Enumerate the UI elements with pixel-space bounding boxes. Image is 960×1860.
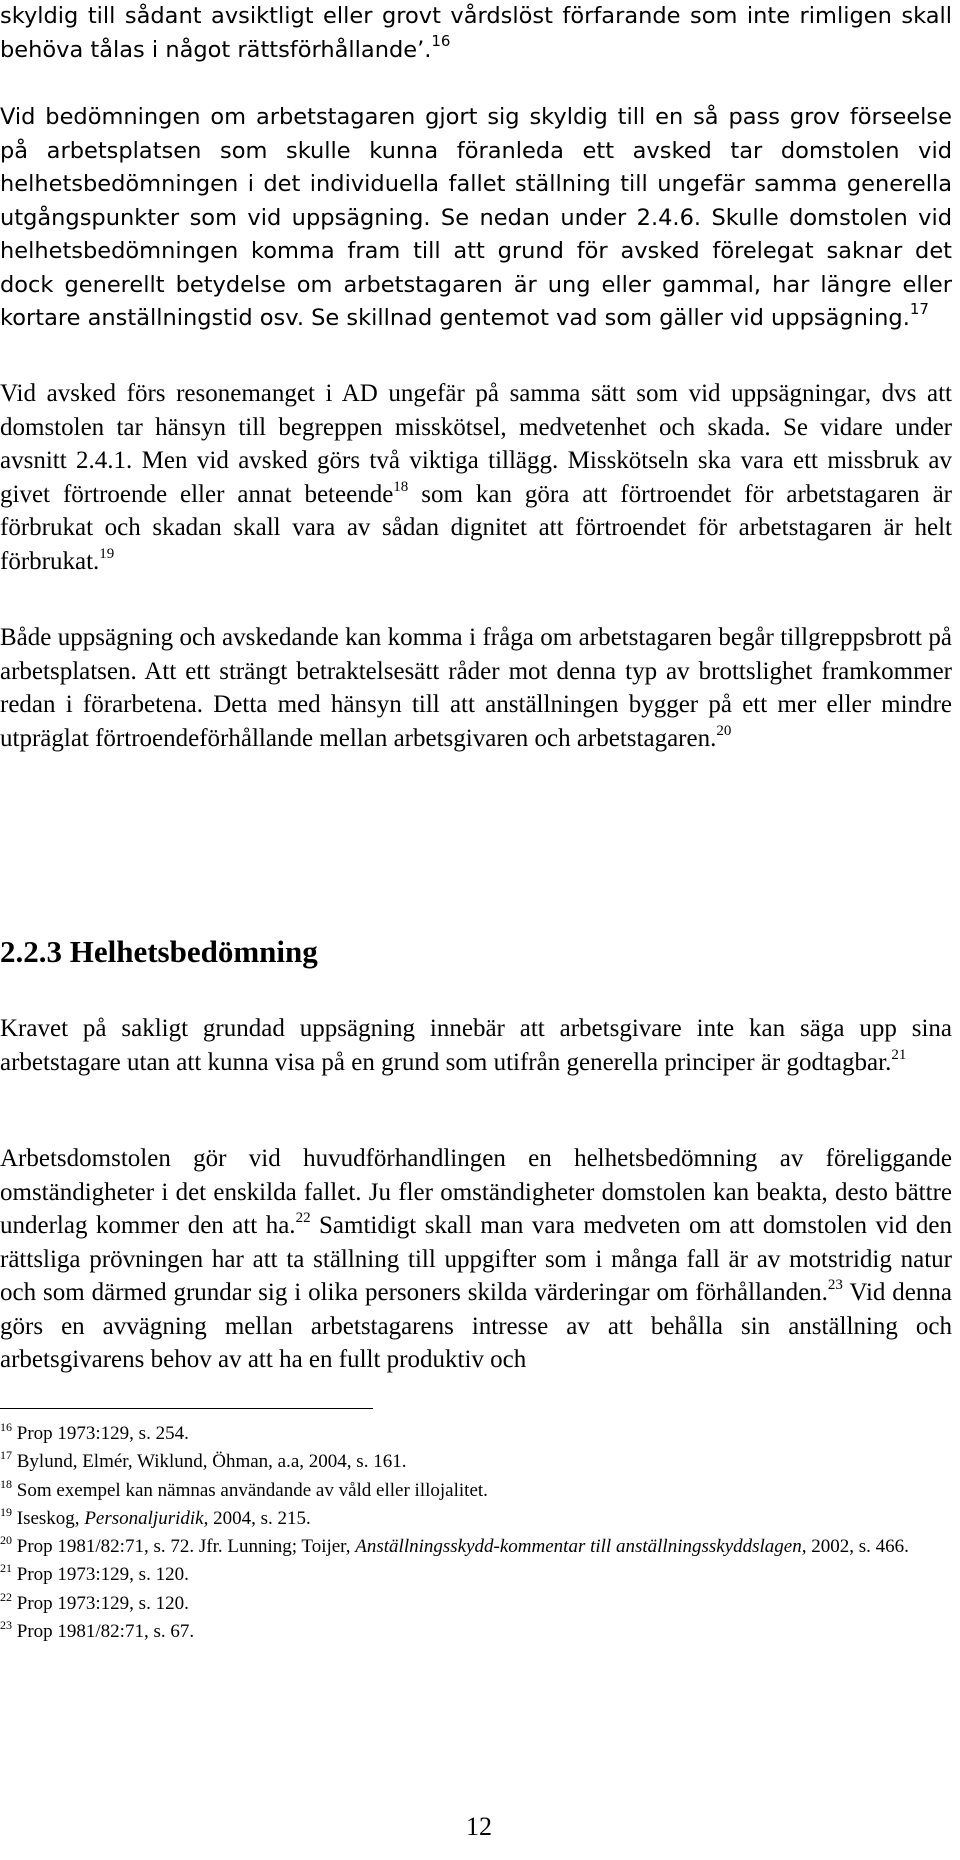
footnote-item	[0, 1505, 952, 1533]
footnote-text: Som exempel kan nämnas användande av våld eller illojalitet.	[16, 1479, 488, 1501]
footnote-title: Personaljuridik	[84, 1507, 204, 1529]
footnote-number: 17	[0, 1448, 12, 1463]
paragraph-avsked-resonemang	[0, 377, 952, 578]
footnote-ref: 21	[891, 1046, 907, 1063]
paragraph-text: Vid denna görs en avvägning mellan arbetstagarens intresse av att behålla sin anställning och arbetsgivarens behov av att ha en fullt produktiv och	[0, 1279, 952, 1373]
paragraph-sakligt-grundad	[0, 1012, 952, 1079]
paragraph-text: Arbetsdomstolen gör vid huvudförhandlingen en helhetsbedömning av föreliggande omständigheter i det enskilda fallet. Ju fler omständigheter domstolen kan beakta, desto bättre underlag kommer den att ha.	[0, 1145, 952, 1239]
footnote-ref: 16	[431, 31, 451, 50]
footnote-ref: 18	[393, 478, 409, 495]
footnote-text: , 2002, s. 466.	[801, 1536, 909, 1558]
page-number: 12	[466, 1812, 492, 1841]
footnote-divider	[0, 1408, 373, 1409]
footnote-text: Iseskog,	[16, 1507, 85, 1529]
paragraph-bedomning-avsked	[0, 101, 952, 336]
footnote-list	[0, 1420, 952, 1646]
footnote-item	[0, 1477, 952, 1505]
footnote-title: Anställningsskydd-kommentar till anställningsskyddslagen	[355, 1536, 802, 1558]
footnote-item	[0, 1420, 952, 1448]
footnote-number: 18	[0, 1476, 12, 1491]
footnote-number: 20	[0, 1533, 12, 1548]
paragraph-text: Både uppsägning och avskedande kan komma i fråga om arbetstagaren begår tillgreppsbrott på arbetsplatsen. Att ett strängt betraktelsesätt råder mot denna typ av brottslighet framkommer redan i förarbetena. Detta med hänsyn till att anställningen bygger på ett mer eller mindre utpräglat förtroendeförhållande mellan arbetsgivaren och arbetstagaren.	[0, 624, 952, 752]
footnote-item	[0, 1561, 952, 1589]
footnote-item	[0, 1618, 952, 1646]
paragraph-tillgreppsbrott	[0, 621, 952, 755]
paragraph-text: Kravet på sakligt grundad uppsägning innebär att arbetsgivare inte kan säga upp sina arbetstagare utan att kunna visa på en grund som utifrån generella principer är godtagbar.	[0, 1015, 952, 1076]
footnote-text: , 2004, s. 215.	[203, 1507, 311, 1529]
paragraph-text: Vid bedömningen om arbetstagaren gjort sig skyldig till en så pass grov förseelse på arbetsplatsen som skulle kunna föranleda ett avsked tar domstolen vid helhetsbedömningen i det individuella fallet ställning till ungefär samma generella utgångspunkter som vid uppsägning. Se nedan under 2.4.6. Skulle domstolen vid helhetsbedömningen komma fram till att grund för avsked förelegat saknar det dock generellt betydelse om arbetstagaren är ung eller gammal, har längre eller kortare anställningstid osv. Se skillnad gentemot vad som gäller vid uppsägning.	[0, 104, 952, 331]
paragraph-avsked-definition	[0, 0, 952, 67]
footnote-number: 21	[0, 1561, 12, 1576]
footnote-text: Prop 1981/82:71, s. 67.	[16, 1621, 195, 1643]
footnote-text: Prop 1973:129, s. 254.	[16, 1423, 189, 1444]
footnote-ref: 23	[827, 1277, 843, 1293]
footnote-number: 23	[0, 1618, 12, 1633]
paragraph-helhetsbedomning	[0, 1142, 952, 1377]
footnote-ref: 20	[716, 722, 732, 739]
footnote-item	[0, 1448, 952, 1476]
footnote-item	[0, 1533, 952, 1561]
section-heading: 2.2.3 Helhetsbedömning	[0, 934, 318, 969]
footnote-text: Prop 1973:129, s. 120.	[16, 1592, 189, 1614]
footnote-number: 22	[0, 1589, 12, 1604]
paragraph-text: som kan göra att förtroendet för arbetstagaren är förbrukat och skadan skall vara av sådan dignitet att förtroendet för arbetstagaren är helt förbrukat.	[0, 480, 952, 575]
footnote-text: Prop 1973:129, s. 120.	[16, 1564, 189, 1586]
footnote-item	[0, 1590, 952, 1618]
footnote-ref: 17	[909, 300, 929, 318]
footnote-text: Prop 1981/82:71, s. 72. Jfr. Lunning; Toijer,	[16, 1536, 356, 1558]
paragraph-text: Vid avsked förs resonemanget i AD ungefär på samma sätt som vid uppsägningar, dvs att domstolen tar hänsyn till begreppen misskötsel, medvetenhet och skada. Se vidare under avsnitt 2.4.1. Men vid avsked görs två viktiga tillägg. Misskötseln ska vara ett missbruk av givet förtroende eller annat beteende	[0, 380, 952, 508]
paragraph-text: Samtidigt skall man vara medveten om att domstolen vid den rättsliga prövningen har att ta ställning till uppgifter som i många fall är av motstridig natur och som därmed grundar sig i olika personers skilda värderingar om förhållanden.	[0, 1212, 952, 1306]
footnote-ref: 19	[99, 545, 115, 562]
footnote-text: Bylund, Elmér, Wiklund, Öhman, a.a, 2004, s. 161.	[16, 1451, 407, 1473]
paragraph-text: skyldig till sådant avsiktligt eller grovt vårdslöst förfarande som inte rimligen skall behöva tålas i något rättsförhållande’.	[0, 3, 952, 63]
footnote-number: 19	[0, 1504, 12, 1519]
footnote-ref: 22	[295, 1210, 311, 1226]
footnote-number: 16	[0, 1420, 12, 1434]
